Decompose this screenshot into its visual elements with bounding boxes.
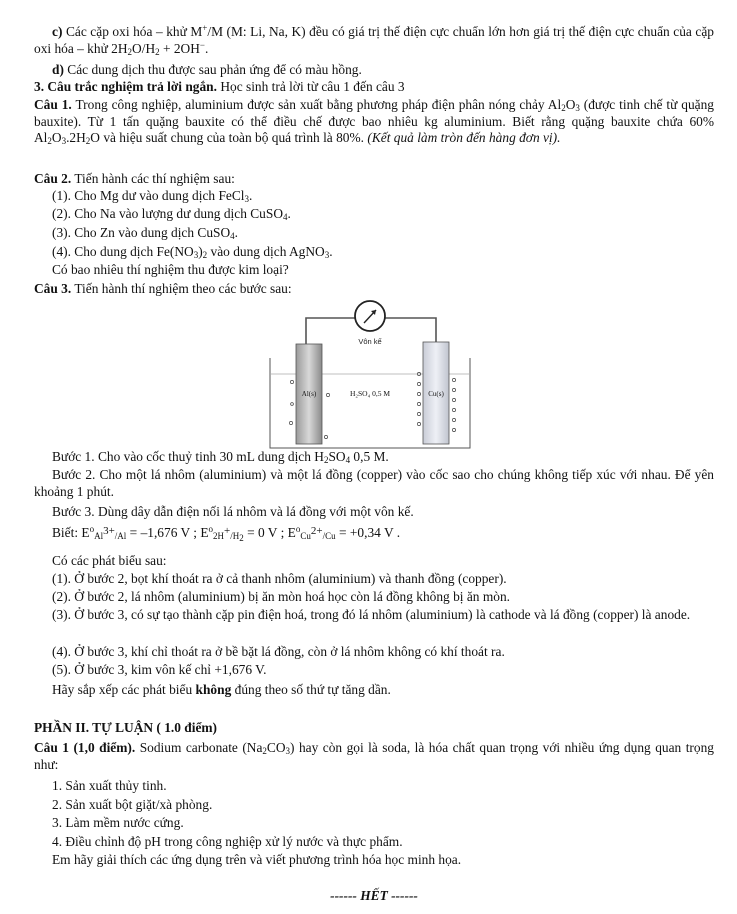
q2-item-1: (1). Cho Mg dư vào dung dịch FeCl$_3$. bbox=[52, 188, 253, 204]
step-2: Bước 2. Cho một lá nhôm (aluminium) và một lá đồng (copper) vào cốc sao cho chúng không tiếp xúc với nhau. Để yên khoảng 1 phút. bbox=[34, 467, 714, 499]
question-2-intro: Câu 2. Tiến hành các thí nghiệm sau: bbox=[34, 171, 235, 186]
sort-task: Hãy sắp xếp các phát biểu không đúng theo số thứ tự tăng dần. bbox=[52, 682, 391, 697]
voltmeter-icon bbox=[355, 301, 385, 331]
question-1: Câu 1. Trong công nghiệp, aluminium được sản xuất bằng phương pháp điện phân nóng chảy $Al_2O_3$ (được tinh chế từ quặng bauxite). Từ 1 tấn quặng bauxite có thể điều chế được bao nhiêu kg aluminium. Biết rằng quặng bauxite chứa 60% $Al_2O_3.2H_2O$ và hiệu suất chung của toàn bộ quá trình là 80%. (Kết quả làm tròn đến hàng đơn vị). bbox=[34, 97, 714, 147]
right-wire bbox=[384, 318, 436, 342]
part-2-question: Câu 1 (1,0 điểm). Sodium carbonate $(Na_2CO_3)$ hay còn gọi là soda, là hóa chất quan trọng với nhiều ứng dụng quan trọng như: bbox=[34, 740, 714, 772]
part-2-heading: PHẦN II. TỰ LUẬN ( 1.0 điểm) bbox=[34, 720, 218, 735]
end-marker: ------ HẾT ------ bbox=[330, 888, 418, 903]
section-3-heading: 3. Câu trắc nghiệm trả lời ngắn. Học sinh trả lời từ câu 1 đến câu 3 bbox=[34, 79, 405, 94]
use-3: 3. Làm mềm nước cứng. bbox=[52, 815, 184, 830]
statement-d: d) Các dung dịch thu được sau phản ứng để có màu hồng. bbox=[52, 62, 362, 77]
right-electrode-label: Cu(s) bbox=[428, 390, 444, 398]
left-electrode-label: Al(s) bbox=[301, 390, 317, 398]
use-2: 2. Sản xuất bột giặt/xà phòng. bbox=[52, 797, 213, 812]
statement-3: (3). Ở bước 3, có sự tạo thành cặp pin điện hoá, trong đó lá nhôm (aluminium) là cathode và lá đồng (copper) là anode. bbox=[52, 607, 691, 622]
statement-2: (2). Ở bước 2, lá nhôm (aluminium) bị ăn mòn hoá học còn lá đồng không bị ăn mòn. bbox=[52, 589, 511, 604]
step-3: Bước 3. Dùng dây dẫn điện nối lá nhôm và lá đồng với một vôn kế. bbox=[52, 504, 414, 519]
solution-label: H₂SO₄ 0,5 M bbox=[349, 389, 391, 398]
question-3-intro: Câu 3. Tiến hành thí nghiệm theo các bước sau: bbox=[34, 281, 292, 296]
q2-question: Có bao nhiêu thí nghiệm thu được kim loại? bbox=[52, 262, 289, 277]
use-4: 4. Điều chỉnh độ pH trong công nghiệp xử lý nước và thực phẩm. bbox=[52, 834, 403, 849]
step-1: Bước 1. Cho vào cốc thuỷ tinh 30 mL dung dịch $H_2SO_4$ 0,5 M. bbox=[52, 449, 389, 465]
statement-c: c) Các cặp oxi hóa – khử M+/M (M: Li, Na, K) đều có giá trị thế điện cực chuẩn lớn hơn giá trị thế điện cực chuẩn của cặp oxi hóa – khử $2H_2O/H_2 + 2OH^-$. bbox=[34, 23, 714, 57]
statements-intro: Có các phát biểu sau: bbox=[52, 553, 167, 568]
q2-item-3: (3). Cho Zn vào dung dịch CuSO$_4$. bbox=[52, 225, 239, 241]
given-potentials: Biết: $E^o_{Al^{3+}/Al} = -1,676$ V ; $E^o_{2H^+/H_2} = 0$ V ; $E^o_{Cu^{2+}/Cu} = +0,34$ V . bbox=[52, 524, 401, 543]
statement-4: (4). Ở bước 3, khí chỉ thoát ra ở bề bặt lá đồng, còn ở lá nhôm không có khí thoát ra. bbox=[52, 644, 505, 659]
galvanic-cell-figure bbox=[266, 298, 474, 454]
request: Em hãy giải thích các ứng dụng trên và viết phương trình hóa học minh họa. bbox=[52, 852, 462, 867]
q2-item-4: (4). Cho dung dịch $Fe(NO_3)_2$ vào dung dịch AgNO$_3$. bbox=[52, 244, 333, 260]
left-wire bbox=[306, 318, 356, 344]
statement-1: (1). Ở bước 2, bọt khí thoát ra ở cả thanh nhôm (aluminium) và thanh đồng (copper). bbox=[52, 571, 507, 586]
q2-item-2: (2). Cho Na vào lượng dư dung dịch CuSO$_4$. bbox=[52, 206, 291, 222]
voltmeter-label: Vôn kế bbox=[358, 337, 382, 346]
use-1: 1. Sản xuất thủy tinh. bbox=[52, 778, 167, 793]
statement-5: (5). Ở bước 3, kim vôn kế chỉ +1,676 V. bbox=[52, 662, 267, 677]
